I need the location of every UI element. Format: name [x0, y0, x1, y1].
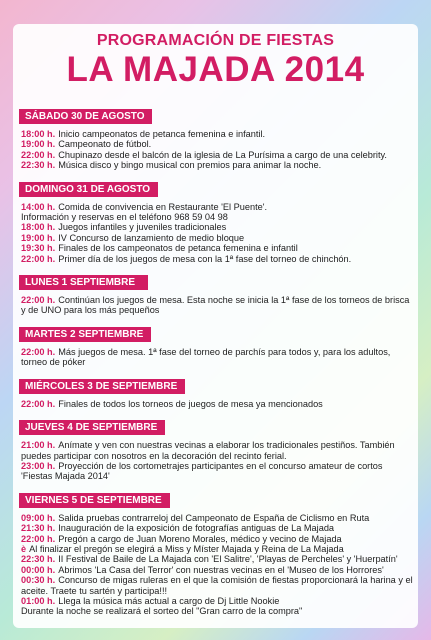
event-time: 18:00 h. [21, 222, 56, 233]
day-section [19, 417, 414, 486]
event-text: Salida pruebas contrarreloj del Campeonato de España de Ciclismo en Ruta [58, 512, 370, 523]
event-text: IV Concurso de lanzamiento de medio bloque [58, 232, 245, 243]
event-time: 22:30 h. [21, 554, 56, 565]
day-banner: LUNES 1 SEPTIEMBRE [19, 275, 148, 290]
event-time: 22:00 h. [21, 533, 56, 544]
day-banner: DOMINGO 31 DE AGOSTO [19, 182, 158, 197]
schedule [19, 106, 414, 625]
event-text: Finales de los campeonatos de petanca femenina e infantil [58, 243, 298, 254]
day-events [19, 290, 414, 320]
day-section [19, 376, 414, 413]
event-text: Inauguración de la exposición de fotografías antiguas de La Majada [58, 523, 335, 534]
day-banner: JUEVES 4 DE SEPTIEMBRE [19, 420, 165, 435]
event-text: Comida de convivencia en Restaurante 'El Puente'. [58, 201, 268, 212]
event-line [21, 554, 414, 564]
event-line [21, 606, 414, 616]
event-text: II Festival de Baile de La Majada con 'El Salitre', 'Playas de Percheles' y 'Huerpatín' [58, 554, 398, 565]
event-line [21, 399, 414, 409]
event-line [21, 222, 414, 232]
event-text: Continúan los juegos de mesa. Esta noche se inicia la 1ª fase de los torneos de brisca y de UNO para los más pequeños [21, 295, 410, 316]
event-text: Proyección de los cortometrajes participantes en el concurso amateur de cortos 'Fiestas Majada 2014' [21, 460, 383, 482]
event-line [21, 139, 414, 149]
event-line [21, 523, 414, 533]
day-section [19, 324, 414, 372]
event-text: Información y reservas en el teléfono 968 59 04 98 [21, 212, 228, 223]
event-text: Chupinazo desde el balcón de la iglesia de La Purísima a cargo de una celebrity. [58, 149, 387, 160]
event-text: Anímate y ven con nuestras vecinas a elaborar los tradicionales pestiños. También puedes participar con nosotros en la decoración del recinto ferial. [21, 440, 395, 461]
event-line [21, 575, 414, 596]
event-line [21, 347, 414, 368]
day-banner: SÁBADO 30 DE AGOSTO [19, 109, 152, 124]
event-text: Abrimos 'La Casa del Terror' con nuestras vecinas en el 'Museo de los Horrores' [58, 564, 384, 575]
event-line [21, 160, 414, 170]
event-text: Más juegos de mesa. 1ª fase del torneo de parchís para todos y, para los adultos, torneo de póker [21, 346, 391, 368]
event-line [21, 202, 414, 212]
day-events [19, 124, 414, 175]
event-time: 22:30 h. [21, 160, 56, 171]
event-line [21, 150, 414, 160]
event-time: 22:00 h. [21, 149, 56, 160]
event-line [21, 212, 414, 222]
day-section [19, 179, 414, 268]
day-events [19, 435, 414, 486]
event-time: 01:00 h. [21, 595, 56, 606]
event-text: Al finalizar el pregón se elegirá a Miss y Míster Majada y Reina de La Majada [29, 543, 344, 554]
event-time: 22:00 h. [21, 346, 56, 357]
page-title: LA MAJADA 2014 [66, 50, 365, 89]
event-time: 00:30 h. [21, 575, 56, 586]
event-time: 00:00 h. [21, 564, 56, 575]
event-time: 14:00 h. [21, 201, 56, 212]
day-section [19, 106, 414, 175]
event-line [21, 534, 414, 544]
day-events [19, 197, 414, 268]
event-time: 22:00 h. [21, 398, 56, 409]
event-time: 23:00 h. [21, 460, 56, 471]
event-text: Primer día de los juegos de mesa con la 1ª fase del torneo de chinchón. [58, 253, 352, 264]
event-line [21, 565, 414, 575]
event-line [21, 596, 414, 606]
event-line [21, 544, 414, 554]
event-time: 22:00 h. [21, 253, 56, 264]
event-text: Música disco y bingo musical con premios para animar la noche. [58, 160, 322, 171]
event-time: 19:00 h. [21, 232, 56, 243]
day-events [19, 394, 414, 413]
event-time: 18:00 h. [21, 129, 56, 139]
event-line [21, 243, 414, 253]
event-time: è [21, 543, 27, 554]
event-text: Inicio campeonatos de petanca femenina e infantil. [58, 129, 266, 139]
event-line [21, 440, 414, 461]
event-line [21, 254, 414, 264]
day-section [19, 490, 414, 621]
event-text: Juegos infantiles y juveniles tradicionales [58, 222, 227, 233]
event-line [21, 461, 414, 482]
event-time: 21:00 h. [21, 440, 56, 451]
day-events [19, 508, 414, 621]
event-text: Pregón a cargo de Juan Moreno Morales, médico y vecino de Majada [58, 533, 342, 544]
event-time: 22:00 h. [21, 295, 56, 306]
day-events [19, 342, 414, 372]
event-text: Concurso de migas ruleras en el que la comisión de fiestas proporcionará la harina y el aceite. Traete tu sartén y participa!!! [21, 575, 413, 596]
day-banner: VIERNES 5 DE SEPTIEMBRE [19, 493, 170, 508]
event-time: 19:30 h. [21, 243, 56, 254]
event-line [21, 513, 414, 523]
page-subtitle: PROGRAMACIÓN DE FIESTAS [96, 32, 335, 49]
event-text: Llega la música más actual a cargo de Dj Little Nookie [58, 595, 280, 606]
event-line [21, 233, 414, 243]
day-section [19, 272, 414, 320]
event-text: Campeonato de fútbol. [58, 139, 152, 150]
event-line [21, 295, 414, 316]
event-text: Finales de todos los torneos de juegos de mesa ya mencionados [58, 398, 323, 409]
day-banner: MARTES 2 SEPTIEMBRE [19, 327, 151, 342]
event-time: 19:00 h. [21, 139, 56, 150]
event-line [21, 129, 414, 139]
event-time: 21:30 h. [21, 523, 56, 534]
event-text: Durante la noche se realizará el sorteo del "Gran carro de la compra" [21, 606, 303, 617]
day-banner: MIÉRCOLES 3 DE SEPTIEMBRE [19, 379, 185, 394]
event-time: 09:00 h. [21, 512, 56, 523]
